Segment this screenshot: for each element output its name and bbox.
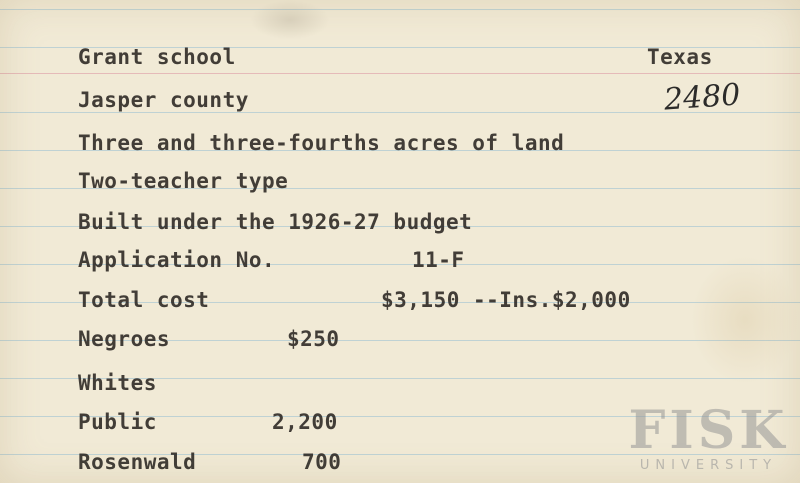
negroes-value: $250 xyxy=(287,327,340,351)
county: Jasper county xyxy=(78,88,249,112)
negroes-label: Negroes xyxy=(78,327,171,351)
school-name: Grant school xyxy=(78,45,236,69)
watermark-name: FISK xyxy=(628,400,789,461)
paper-stain xyxy=(690,255,800,385)
paper-stain xyxy=(250,0,330,40)
state: Texas xyxy=(647,45,713,69)
rosenwald-value: 700 xyxy=(302,450,342,474)
rosenwald-label: Rosenwald xyxy=(78,450,197,474)
fisk-university-watermark xyxy=(621,400,796,478)
total-cost-value: $3,150 --Ins.$2,000 xyxy=(381,288,631,312)
total-cost-label: Total cost xyxy=(78,288,210,312)
land-description: Three and three-fourths acres of land xyxy=(78,131,565,155)
school-type: Two-teacher type xyxy=(78,169,289,193)
application-label: Application No. xyxy=(78,248,276,272)
public-value: 2,200 xyxy=(272,410,338,434)
handwritten-number: 2480 xyxy=(662,77,742,118)
budget-line: Built under the 1926-27 budget xyxy=(78,210,473,234)
application-number: 11-F xyxy=(412,248,465,272)
public-label: Public xyxy=(78,410,157,434)
watermark-subtitle: UNIVERSITY xyxy=(639,458,778,473)
whites-label: Whites xyxy=(78,371,157,395)
